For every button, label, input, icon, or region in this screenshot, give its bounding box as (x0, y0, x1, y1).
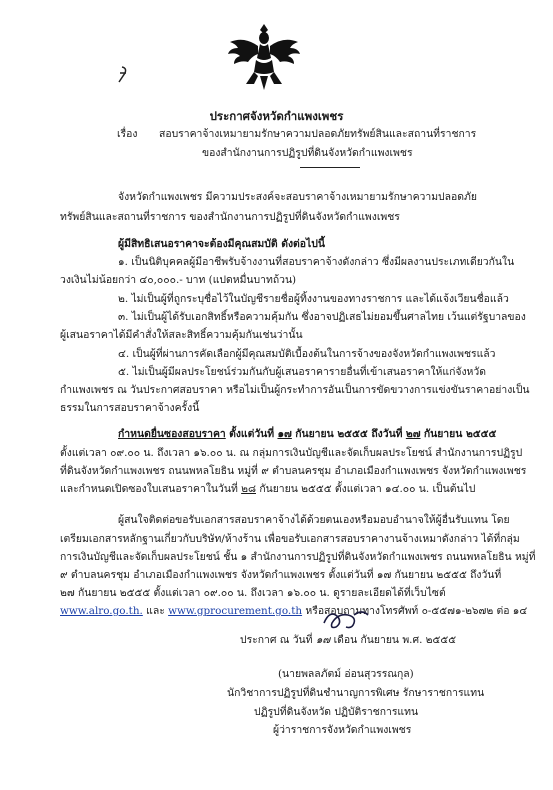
submission-day-1: ๑๗ (277, 428, 292, 440)
qualification-item: วงเงินไม่น้อยกว่า ๔๐,๐๐๐.- บาท (แปดหมื่นบาทถ้วน) (60, 274, 297, 286)
qualification-item: ๔. เป็นผู้ที่ผ่านการคัดเลือกผู้มีคุณสมบัติเบื้องต้นในการจ้างของจังหวัดกำแพงเพชรแล้ว (118, 348, 496, 360)
qualification-item: ๒. ไม่เป็นผู้ที่ถูกระบุชื่อไว้ในบัญชีรายชื่อผู้ทิ้งงานของทางราชการ และได้แจ้งเวียนชื่อแล้ว (118, 293, 509, 305)
announced-day: ๑๗ (315, 634, 331, 646)
announced-prefix: ประกาศ ณ วันที่ (240, 634, 313, 646)
alro-website-link[interactable]: www.alro.go.th. (60, 605, 143, 617)
qualification-item: กำแพงเพชร ณ วันประกาศสอบราคา หรือไม่เป็นผู้กระทำการอันเป็นการขัดขวางการแข่งขันราคาอย่างเป็น (60, 384, 530, 396)
handwritten-mark-icon (113, 64, 131, 84)
signatory-name: (นายพลลภัตม์ อ่อนสุวรรณกุล) (278, 668, 414, 680)
and-text: และ (146, 605, 165, 617)
opening-day: ๒๘ (241, 483, 256, 495)
documents-line-2: เตรียมเอกสารหลักฐานเกี่ยวกับบริษัท/ห้างร้าน เพื่อขอรับเอกสารสอบราคางานจ้างเหมาดังกล่าว ได้ที่กลุ่ม (60, 533, 520, 545)
announcement-title: ประกาศจังหวัดกำแพงเพชร (209, 109, 344, 123)
documents-line-5: ๒๗ กันยายน ๒๕๕๕ ตั้งแต่เวลา ๐๙.๐๐ น. ถึงเวลา ๑๖.๐๐ น. ดูรายละเอียดได้ที่เว็บไซต์ (60, 587, 446, 599)
documents-line-4: ๙ ตำบลนครชุม อำเภอเมืองกำแพงเพชร จังหวัดกำแพงเพชร ตั้งแต่วันที่ ๑๗ กันยายน ๒๕๕๕ ถึงวันที่ (60, 569, 502, 581)
intro-line-1: จังหวัดกำแพงเพชร มีความประสงค์จะสอบราคาจ้างเหมายามรักษาความปลอดภัย (118, 191, 477, 203)
opening-text: และกำหนดเปิดซองใบเสนอราคาในวันที่ (60, 483, 238, 495)
submission-line-1 (118, 428, 496, 441)
submission-month-text: กันยายน ๒๕๕๕ (423, 428, 497, 440)
title-divider (300, 167, 360, 168)
qualification-item: ผู้เสนอราคาได้มีคำสั่งให้สละสิทธิ์ความคุ้มกันเช่นว่านั้น (60, 329, 303, 341)
submission-line-2: ตั้งแต่เวลา ๐๙.๐๐ น. ถึงเวลา ๑๖.๐๐ น. ณ กลุ่มการเงินบัญชีและจัดเก็บผลประโยชน์ สำนักงานการปฏิรูป (60, 447, 523, 459)
submission-line-4 (60, 483, 475, 496)
submission-line-3: ที่ดินจังหวัดกำแพงเพชร ถนนพหลโยธิน หมู่ที่ ๙ ตำบลนครชุม อำเภอเมืองกำแพงเพชร จังหวัดกำแพงเพชร (60, 465, 527, 477)
qualification-item: ๑. เป็นนิติบุคคลผู้มีอาชีพรับจ้างงานที่สอบราคาจ้างดังกล่าว ซึ่งมีผลงานประเภทเดียวกันใน (118, 256, 515, 268)
documents-line-1: ผู้สนใจติดต่อขอรับเอกสารสอบราคาจ้างได้ด้วยตนเองหรือมอบอำนาจให้ผู้อื่นรับแทน โดย (118, 514, 510, 526)
subject-line-1: สอบราคาจ้างเหมายามรักษาความปลอดภัยทรัพย์สินและสถานที่ราชการ (159, 128, 477, 140)
signatory-position-3: ผู้ว่าราชการจังหวัดกำแพงเพชร (273, 724, 412, 736)
signature-icon (318, 605, 378, 631)
announced-suffix: เดือน กันยายน พ.ศ. ๒๕๕๕ (333, 634, 457, 646)
signatory-position-2: ปฏิรูปที่ดินจังหวัด ปฏิบัติราชการแทน (254, 706, 419, 718)
subject-label: เรื่อง (117, 128, 138, 140)
subject-line-2: ของสำนักงานการปฏิรูปที่ดินจังหวัดกำแพงเพชร (202, 147, 413, 159)
gprocurement-website-link[interactable]: www.gprocurement.go.th (168, 605, 303, 617)
submission-label: กำหนดยื่นซองสอบราคา (118, 428, 226, 440)
phone-text: หรือสอบถามทางโทรศัพท์ ๐-๕๕๗๑-๒๖๗๒ ต่อ ๑๔ (305, 605, 528, 617)
documents-line-6 (60, 605, 527, 618)
garuda-emblem-icon (226, 22, 302, 94)
submission-from-text: ตั้งแต่วันที่ (229, 428, 275, 440)
qualification-item: ๓. ไม่เป็นผู้ได้รับเอกสิทธิ์หรือความคุ้มกัน ซึ่งอาจปฏิเสธไม่ยอมขึ้นศาลไทย เว้นแต่รัฐบาลของ (118, 311, 526, 323)
announced-date (240, 634, 456, 647)
qualification-item: ธรรมในการสอบราคาจ้างครั้งนี้ (60, 402, 200, 414)
documents-line-3: การเงินบัญชีและจัดเก็บผลประโยชน์ ชั้น ๑ สำนักงานการปฏิรูปที่ดินจังหวัดกำแพงเพชร ถนนพหลโยธิน หมู่ที่ (60, 551, 536, 563)
qualifications-heading: ผู้มีสิทธิเสนอราคาจะต้องมีคุณสมบัติ ดังต่อไปนี้ (118, 238, 325, 250)
signatory-position-1: นักวิชาการปฏิรูปที่ดินชำนาญการพิเศษ รักษาราชการแทน (227, 687, 485, 699)
submission-day-2: ๒๗ (405, 428, 421, 440)
qualification-item: ๕. ไม่เป็นผู้มีผลประโยชน์ร่วมกันกับผู้เสนอราคารายอื่นที่เข้าเสนอราคาให้แก่จังหวัด (118, 366, 486, 378)
intro-line-2: ทรัพย์สินและสถานที่ราชการ ของสำนักงานการปฏิรูปที่ดินจังหวัดกำแพงเพชร (60, 211, 400, 223)
opening-time-text: กันยายน ๒๕๕๕ ตั้งแต่เวลา ๑๔.๐๐ น. เป็นต้นไป (259, 483, 476, 495)
submission-to-text: กันยายน ๒๕๕๕ ถึงวันที่ (295, 428, 403, 440)
